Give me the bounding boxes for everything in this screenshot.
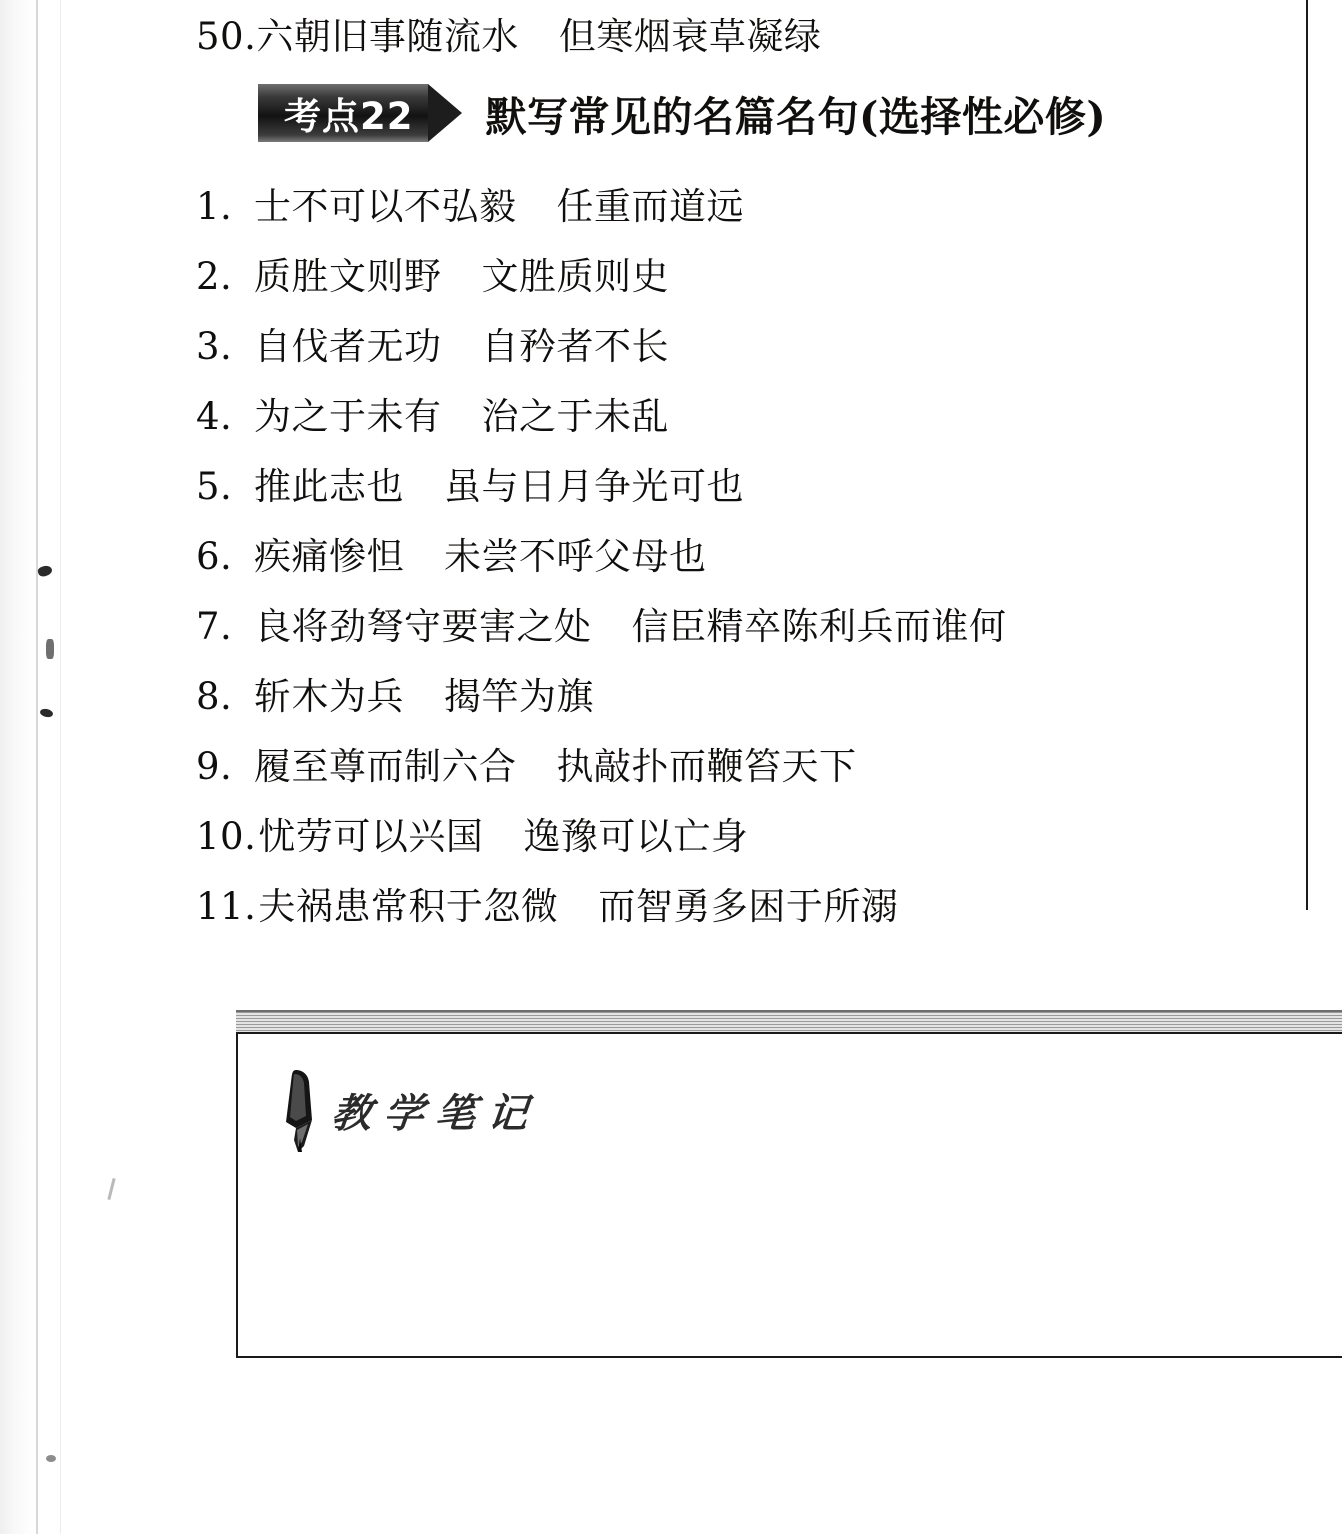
list-item <box>196 526 1296 596</box>
section-heading <box>258 82 1106 144</box>
scan-speck <box>46 1455 56 1462</box>
scan-speck <box>107 1178 115 1200</box>
list-item <box>196 316 1296 386</box>
item-text-second: 执敲扑而鞭笞天下 <box>556 745 857 788</box>
scan-edge-artifact <box>0 0 34 1534</box>
list-item <box>196 666 1296 736</box>
scan-line-artifact-secondary <box>60 0 61 1534</box>
list-item <box>196 736 1296 806</box>
item-text-first: 良将劲弩守要害之处 <box>254 605 592 648</box>
item-text-first: 六朝旧事随流水 <box>256 15 519 58</box>
previous-section-last-item <box>196 6 821 60</box>
scan-speck <box>39 708 53 719</box>
scan-speck <box>46 639 54 659</box>
teaching-notes-box <box>236 1032 1342 1358</box>
item-text-first: 履至尊而制六合 <box>254 745 517 788</box>
item-index: 11. <box>196 885 257 928</box>
list-item <box>196 386 1296 456</box>
item-text-second: 未尝不呼父母也 <box>444 535 707 578</box>
list-item <box>196 806 1296 876</box>
item-text-second: 任重而道远 <box>556 185 744 228</box>
item-index: 6. <box>196 535 233 578</box>
item-text-first: 夫祸患常积于忽微 <box>258 885 559 928</box>
scan-speck <box>37 564 53 578</box>
item-text-second: 逸豫可以亡身 <box>523 815 749 858</box>
item-index: 9. <box>196 745 233 788</box>
tag-arrow-icon <box>428 84 462 142</box>
section-tag-label: 考点22 <box>284 95 414 138</box>
item-text-second: 治之于未乱 <box>481 395 669 438</box>
item-text-second: 虽与日月争光可也 <box>444 465 744 508</box>
list-item <box>196 876 1296 946</box>
section-title: 默写常见的名篇名句(选择性必修) <box>485 92 1107 141</box>
item-index: 8. <box>196 675 233 718</box>
item-text-second: 文胜质则史 <box>481 255 669 298</box>
item-text-first: 质胜文则野 <box>254 255 442 298</box>
item-text-first: 为之于未有 <box>254 395 442 438</box>
item-text-second: 自矜者不长 <box>481 325 669 368</box>
fountain-pen-icon <box>282 1068 322 1152</box>
section-tag-badge <box>258 84 428 142</box>
page-border-line <box>1306 0 1308 910</box>
item-index: 1. <box>196 185 233 228</box>
item-index: 50. <box>196 15 257 58</box>
item-text-first: 斩木为兵 <box>254 675 404 718</box>
notes-label: 教学笔记 <box>329 1090 543 1137</box>
list-item <box>196 246 1296 316</box>
recitation-list <box>196 176 1296 946</box>
list-item <box>196 596 1296 666</box>
item-text-first: 自伐者无功 <box>254 325 442 368</box>
list-item <box>196 456 1296 526</box>
item-text-first: 疾痛惨怛 <box>254 535 404 578</box>
list-item <box>196 176 1296 246</box>
item-index: 3. <box>196 325 233 368</box>
item-text-second: 揭竿为旗 <box>444 675 594 718</box>
notes-box-top-band <box>236 1010 1342 1032</box>
item-index: 10. <box>196 815 257 858</box>
item-index: 7. <box>196 605 233 648</box>
item-text-second: 但寒烟衰草凝绿 <box>558 15 822 58</box>
item-index: 5. <box>196 465 233 508</box>
item-text-first: 推此志也 <box>254 465 404 508</box>
item-index: 2. <box>196 255 233 298</box>
item-text-first: 士不可以不弘毅 <box>254 185 517 228</box>
item-text-second: 而智勇多困于所溺 <box>598 885 899 928</box>
item-index: 4. <box>196 395 233 438</box>
item-text-second: 信臣精卒陈利兵而谁何 <box>631 605 1007 648</box>
item-text-first: 忧劳可以兴国 <box>258 815 484 858</box>
scan-line-artifact <box>36 0 38 1534</box>
